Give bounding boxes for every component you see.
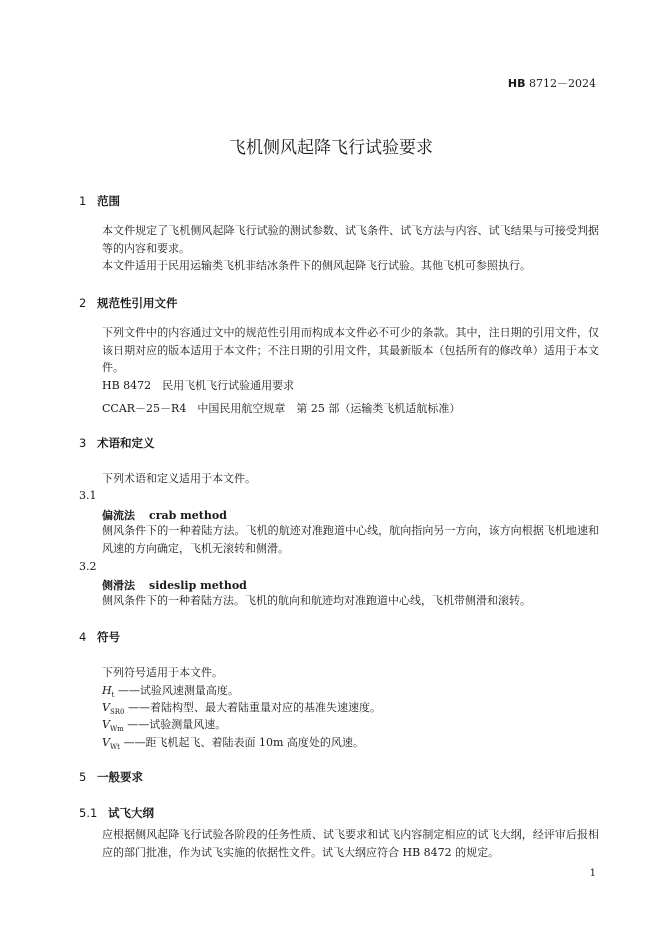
section-4-heading: 4 符号 — [79, 630, 120, 644]
symbol-vwm: $V_{Wm}$ ——试验测量风速。 — [102, 718, 227, 734]
standard-number: HB 8712－2024 — [507, 77, 596, 90]
symbol-ht: $H_t$ ——试验风速测量高度。 — [102, 684, 239, 700]
symbol-vsr0: $V_{SR0}$ ——着陆构型、最大着陆重量对应的基准失速速度。 — [102, 701, 381, 717]
section-5-1-paragraph-1: 应根据侧风起降飞行试验各阶段的任务性质、试飞要求和试飞内容制定相应的试飞大纲，经评审后报相应的部门批准，作为试飞实施的依据性文件。试飞大纲应符合 HB 8472 的规定。 — [102, 828, 599, 859]
reference-ccar25: CCAR－25－R4 中国民用航空规章 第 25 部（运输类飞机适航标准） — [102, 402, 461, 415]
section-1-heading: 1 范围 — [79, 194, 120, 208]
term-3-1-definition: 侧风条件下的一种着陆方法。飞机的航迹对准跑道中心线，航向指向另一方向，该方向根据飞机地速和风速的方向确定，飞机无滚转和侧滑。 — [102, 524, 599, 555]
section-2-paragraph-1: 下列文件中的内容通过文中的规范性引用而构成本文件必不可少的条款。其中，注日期的引用文件，仅该日期对应的版本适用于本文件；不注日期的引用文件，其最新版本（包括所有的修改单）适用于本文件。 — [102, 326, 599, 374]
term-3-2-number: 3.2 — [79, 560, 97, 573]
term-3-1-number: 3.1 — [79, 489, 97, 502]
term-3-1-title: 偏流法 crab method — [102, 509, 227, 522]
section-5-1-heading: 5.1 试飞大纲 — [79, 806, 154, 820]
section-3-intro: 下列术语和定义适用于本文件。 — [102, 472, 256, 485]
section-4-intro: 下列符号适用于本文件。 — [102, 666, 223, 679]
section-1-paragraph-1: 本文件规定了飞机侧风起降飞行试验的测试参数、试飞条件、试飞方法与内容、试飞结果与可接受判据等的内容和要求。 — [102, 224, 599, 255]
term-3-2-title: 侧滑法 sideslip method — [102, 579, 247, 592]
section-5-heading: 5 一般要求 — [79, 770, 143, 784]
reference-hb8472: HB 8472 民用飞机飞行试验通用要求 — [102, 379, 295, 392]
symbol-vwt: $V_{Wt}$ ——距飞机起飞、着陆表面 10m 高度处的风速。 — [102, 736, 364, 752]
term-3-2-definition: 侧风条件下的一种着陆方法。飞机的航向和航迹均对准跑道中心线，飞机带侧滑和滚转。 — [102, 594, 531, 607]
section-2-heading: 2 规范性引用文件 — [79, 296, 178, 310]
document-title: 飞机侧风起降飞行试验要求 — [229, 138, 433, 158]
page-number: 1 — [589, 868, 596, 879]
section-1-paragraph-2: 本文件适用于民用运输类飞机非结冰条件下的侧风起降飞行试验。其他飞机可参照执行。 — [102, 259, 531, 272]
section-3-heading: 3 术语和定义 — [79, 436, 155, 450]
